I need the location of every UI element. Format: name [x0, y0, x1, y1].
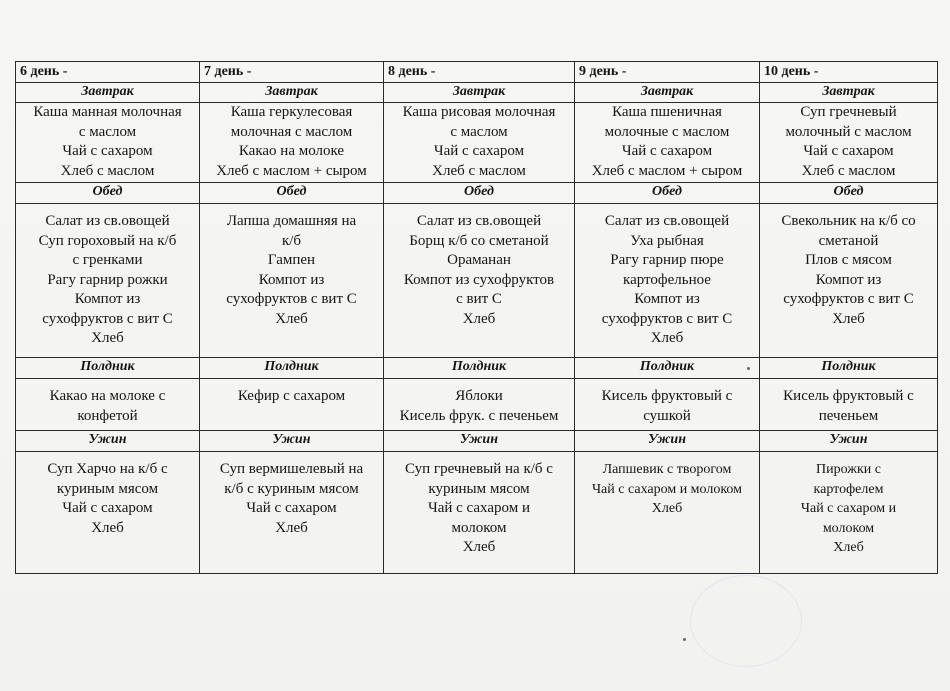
dish-item: Компот из: [74, 291, 141, 307]
meal-label: Полдник: [16, 358, 200, 379]
dish-item: Суп вермишелевый на: [219, 461, 364, 477]
dish-item: Хлеб: [650, 330, 684, 346]
dish-item: Кисель фруктовый с: [601, 388, 733, 404]
cell-spacer: [202, 452, 381, 460]
dish-item: Свекольник на к/б со: [781, 213, 916, 229]
dish-item: с маслом: [78, 123, 137, 140]
dish-item: Каша пшеничная: [612, 104, 722, 120]
dish-item: Суп гречневый: [800, 104, 897, 120]
dish-item: молочный с маслом: [785, 123, 912, 140]
dish-item: Кефир с сахаром: [237, 388, 346, 404]
day-title: 6 день -: [16, 62, 200, 83]
dinner-label-row: [16, 431, 938, 452]
day-title: 9 день -: [575, 62, 760, 83]
meal-label: Завтрак: [760, 83, 938, 103]
dish-list: [575, 204, 760, 358]
dish-item: Рагу гарнир рожки: [47, 271, 168, 288]
dish-item: молоком: [451, 519, 507, 536]
cell-spacer: [577, 379, 757, 387]
dish-item: Какао на молоке с: [49, 388, 166, 404]
dish-list: [760, 204, 938, 358]
meal-label: Обед: [384, 183, 575, 204]
dish-item: сухофруктов с вит С: [42, 310, 173, 327]
dish-item: картофельное: [623, 271, 711, 288]
dish-list: [200, 204, 384, 358]
dish-item: Каша манная молочная: [33, 104, 182, 120]
dish-item: Чай с сахаром и молоком: [591, 481, 743, 497]
meal-label: Обед: [16, 183, 200, 204]
dish-item: Хлеб: [462, 310, 496, 327]
dish-item: Компот из: [815, 271, 882, 288]
dish-item: сухофруктов с вит С: [783, 291, 914, 307]
meal-label: Ужин: [200, 431, 384, 452]
dish-item: Хлеб с маслом: [432, 162, 526, 179]
meal-label: Ужин: [760, 431, 938, 452]
meal-label: Завтрак: [16, 83, 200, 103]
dish-item: Хлеб: [275, 519, 308, 536]
dish-item: Пирожки с: [816, 462, 881, 477]
dish-list: [760, 103, 938, 183]
breakfast-label-row: [16, 83, 938, 103]
faint-stamp-mark: [690, 575, 802, 667]
dish-item: сушкой: [643, 407, 691, 424]
dish-list: [16, 452, 200, 574]
dish-item: Суп Харчо на к/б с: [47, 461, 168, 477]
dish-item: сухофруктов с вит С: [601, 310, 733, 327]
cell-spacer: [762, 379, 935, 387]
snack-row: [16, 379, 938, 431]
dish-list: [200, 379, 384, 431]
lunch-row: [16, 204, 938, 358]
cell-spacer: [577, 452, 757, 460]
dish-item: Хлеб: [91, 519, 124, 536]
dish-item: сметаной: [818, 232, 879, 249]
dish-item: Яблоки: [455, 388, 503, 404]
dish-list: [384, 379, 575, 431]
dish-item: Уха рыбная: [630, 232, 704, 249]
dish-item: Чай с сахаром: [62, 143, 153, 159]
cell-spacer: [202, 204, 381, 212]
dish-item: Хлеб: [833, 540, 864, 555]
dish-list: [16, 103, 200, 183]
dish-item: Суп гречневый на к/б с: [405, 461, 553, 477]
meal-label: Полдник: [384, 358, 575, 379]
cell-spacer: [18, 204, 197, 212]
dish-item: Чай с сахаром: [803, 143, 894, 159]
day-header-row: [16, 62, 938, 83]
dish-item: Хлеб с маслом: [60, 162, 155, 179]
dish-item: к/б с куриным мясом: [224, 480, 359, 497]
cell-spacer: [762, 204, 935, 212]
dish-item: Компот из: [258, 271, 325, 288]
dish-item: Хлеб: [832, 310, 865, 327]
dish-item: Чай с сахаром: [433, 143, 525, 159]
day-title: 7 день -: [200, 62, 384, 83]
dish-item: Лапшевик с творогом: [602, 462, 732, 477]
dish-item: молоком: [822, 520, 875, 536]
dish-item: Кисель фруктовый с: [783, 388, 914, 404]
day-title: 10 день -: [760, 62, 938, 83]
cell-spacer: [202, 379, 381, 387]
dish-item: Компот из сухофруктов: [403, 271, 555, 288]
dish-item: Хлеб: [275, 310, 308, 327]
scan-speck: [747, 367, 750, 370]
breakfast-row: [16, 103, 938, 183]
scan-speck: [683, 638, 686, 641]
cell-spacer: [386, 379, 572, 387]
meal-label: Завтрак: [200, 83, 384, 103]
dish-item: Кисель фрук. с печеньем: [399, 407, 559, 424]
dish-list: [575, 103, 760, 183]
dish-item: Салат из св.овощей: [45, 213, 170, 229]
dish-list: [760, 379, 938, 431]
dish-item: Гампен: [267, 252, 316, 268]
meal-label: Обед: [760, 183, 938, 204]
dish-item: Какао на молоке: [238, 143, 345, 159]
dish-item: Каша геркулесовая: [230, 104, 353, 120]
dish-list: [16, 379, 200, 431]
dish-item: Хлеб с маслом + сыром: [216, 162, 367, 179]
dish-item: Чай с сахаром: [246, 500, 337, 516]
snack-label-row: [16, 358, 938, 379]
dinner-row: [16, 452, 938, 574]
dish-list: [575, 379, 760, 431]
dish-list: [16, 204, 200, 358]
cell-spacer: [18, 452, 197, 460]
meal-label: Обед: [200, 183, 384, 204]
dish-item: Хлеб: [462, 539, 496, 555]
cell-spacer: [386, 204, 572, 212]
meal-label: Полдник: [575, 358, 760, 379]
dish-item: к/б: [281, 232, 302, 249]
dish-item: Рагу гарнир пюре: [610, 252, 724, 268]
dish-item: Чай с сахаром и: [427, 500, 531, 516]
dish-item: Плов с мясом: [805, 252, 892, 268]
meal-label: Завтрак: [384, 83, 575, 103]
meal-label: Полдник: [200, 358, 384, 379]
dish-item: Хлеб с маслом + сыром: [591, 162, 743, 179]
dish-item: Суп гороховый на к/б: [38, 232, 177, 249]
dish-item: конфетой: [77, 407, 138, 424]
dish-item: с вит С: [456, 291, 502, 307]
dish-list: [384, 103, 575, 183]
dish-list: [384, 204, 575, 358]
menu-table: [15, 61, 938, 574]
dish-item: сухофруктов с вит С: [226, 291, 357, 307]
dish-item: печеньем: [818, 407, 879, 424]
dish-item: Чай с сахаром и: [800, 501, 897, 516]
cell-spacer: [18, 379, 197, 387]
dish-item: Хлеб с маслом: [801, 162, 896, 179]
cell-spacer: [762, 452, 935, 460]
dish-item: картофелем: [813, 481, 884, 497]
dish-list: [200, 452, 384, 574]
cell-spacer: [577, 204, 757, 212]
dish-item: Салат из св.овощей: [604, 213, 730, 229]
dish-item: молочная с маслом: [230, 123, 353, 140]
dish-item: Компот из: [634, 291, 700, 307]
meal-label: Ужин: [575, 431, 760, 452]
meal-label: Ужин: [16, 431, 200, 452]
dish-item: куриным мясом: [428, 480, 530, 497]
cell-spacer: [386, 452, 572, 460]
day-title: 8 день -: [384, 62, 575, 83]
dish-item: Лапша домашняя на: [226, 213, 357, 229]
lunch-label-row: [16, 183, 938, 204]
meal-label: Обед: [575, 183, 760, 204]
dish-list: [384, 452, 575, 574]
dish-item: куриным мясом: [56, 480, 159, 497]
dish-item: с гренками: [72, 252, 143, 268]
dish-item: Чай с сахаром: [62, 500, 153, 516]
dish-item: молочные с маслом: [604, 123, 730, 140]
dish-list: [575, 452, 760, 574]
meal-label: Полдник: [760, 358, 938, 379]
dish-item: Ораманан: [447, 252, 511, 268]
dish-item: Хлеб: [651, 501, 683, 516]
dish-item: Салат из св.овощей: [416, 213, 542, 229]
dish-item: Каша рисовая молочная: [402, 104, 556, 120]
dish-list: [200, 103, 384, 183]
dish-item: Хлеб: [91, 330, 124, 346]
meal-label: Завтрак: [575, 83, 760, 103]
dish-item: Чай с сахаром: [621, 143, 713, 159]
dish-item: с маслом: [450, 123, 508, 140]
dish-item: Борщ к/б со сметаной: [409, 232, 549, 249]
dish-list: [760, 452, 938, 574]
meal-label: Ужин: [384, 431, 575, 452]
